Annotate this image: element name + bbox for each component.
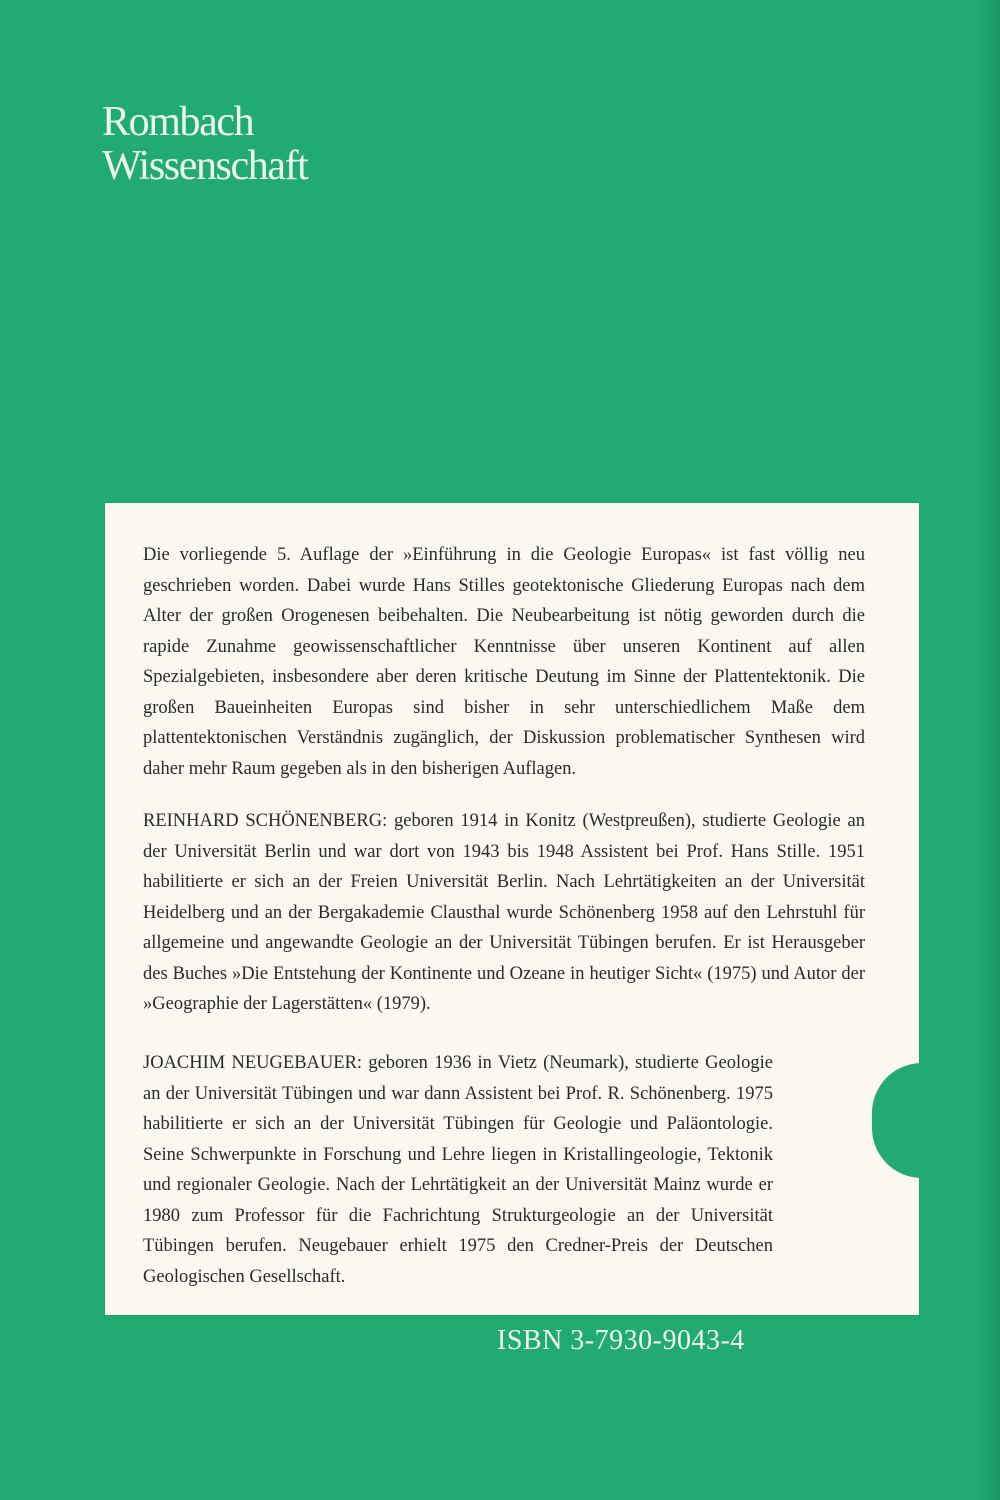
description-paragraph: Die vorliegende 5. Auflage der »Einführung in die Geologie Europas« ist fast völlig neu geschrieben worden. Dabei wurde Hans Stilles geotektonische Gliederung Europas nach dem Alter der großen Orogenesen beibehalten. Die Neubearbeitung ist nötig geworden durch die rapide Zunahme geowissenschaftlicher Kenntnisse über unseren Kontinent auf allen Spezialgebieten, insbesondere aber deren kritische Deutung im Sinne der Plattentektonik. Die großen Baueinheiten Europas sind bisher in sehr unterschiedlichem Maße dem plattentektonischen Verständnis zugänglich, der Diskussion problematischer Synthesen wird daher mehr Raum gegeben als in den bisherigen Auflagen. xyxy=(143,545,865,779)
author-bio-neugebauer xyxy=(143,1048,773,1292)
publisher-line-1: Rombach xyxy=(102,99,254,145)
author-bio-schoenenberg xyxy=(143,806,865,1020)
book-description xyxy=(143,540,865,784)
author-bio-paragraph: REINHARD SCHÖNENBERG: geboren 1914 in Konitz (Westpreußen), studierte Geologie an der Universität Berlin und war dort von 1943 bis 1948 Assistent bei Prof. Hans Stille. 1951 habilitierte er sich an der Freien Universität Berlin. Nach Lehrtätigkeiten an der Universität Heidelberg und an der Bergakademie Clausthal wurde Schönenberg 1958 auf den Lehrstuhl für allgemeine und angewandte Geologie an der Universität Tübingen berufen. Er ist Herausgeber des Buches »Die Entstehung der Kontinente und Ozeane in heutiger Sicht« (1975) und Autor der »Geographie der Lagerstätten« (1979). xyxy=(143,811,865,1014)
isbn-number: ISBN 3-7930-9043-4 xyxy=(497,1325,745,1356)
publisher-series-title xyxy=(102,100,307,188)
publisher-line-2: Wissenschaft xyxy=(102,143,308,189)
panel-notch xyxy=(872,1063,972,1178)
cover-edge-shading xyxy=(970,0,1000,1500)
author-bio-paragraph: JOACHIM NEUGEBAUER: geboren 1936 in Vietz (Neumark), studierte Geologie an der Universität Tübingen und war dann Assistent bei Prof. R. Schönenberg. 1975 habilitierte er sich an der Universität Tübingen für Geologie und Paläontologie. Seine Schwerpunkte in Forschung und Lehre liegen in Kristallingeologie, Tektonik und regionaler Geologie. Nach der Lehrtätigkeit an der Universität Mainz wurde er 1980 zum Professor für die Fachrichtung Strukturgeologie an der Universität Tübingen berufen. Neugebauer erhielt 1975 den Credner-Preis der Deutschen Geologischen Gesellschaft. xyxy=(143,1053,773,1287)
